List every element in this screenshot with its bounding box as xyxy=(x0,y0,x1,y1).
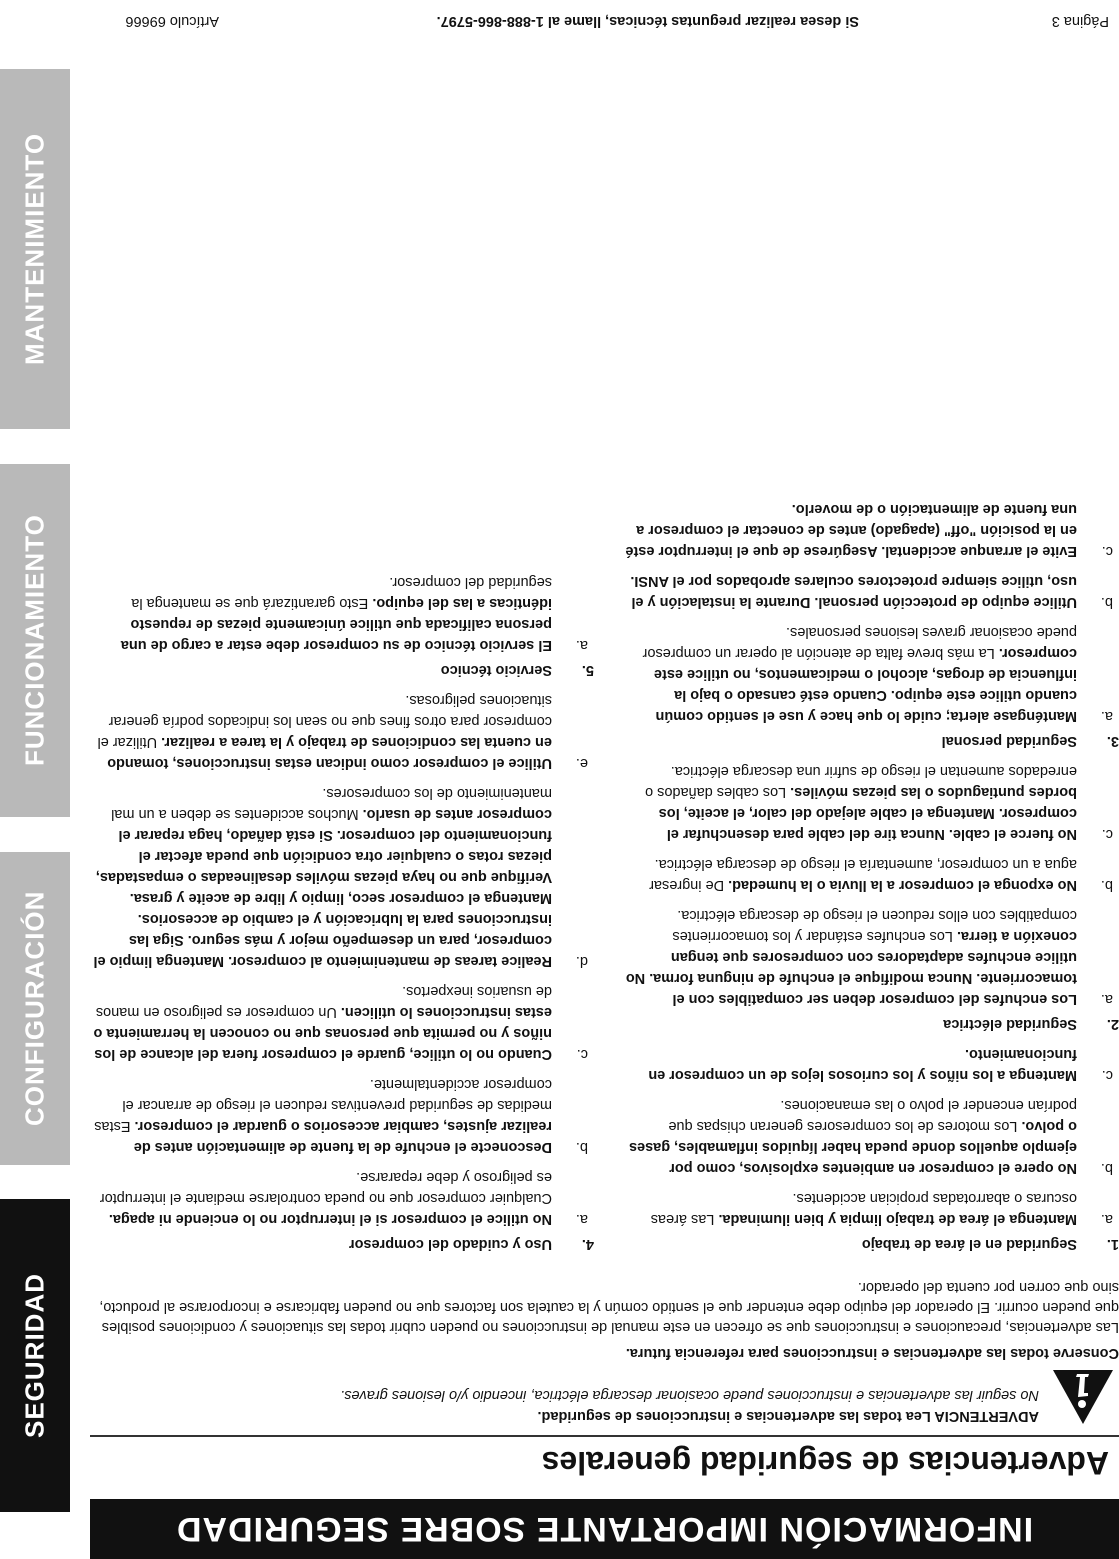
item-text: Los cables dañados o enredados aumentan el riesgo de sufrir una descarga eléctrica. xyxy=(645,763,1077,800)
tab-configuracion[interactable] xyxy=(0,852,70,1165)
section-title: Seguridad eléctrica xyxy=(943,1016,1077,1032)
tab-label: FUNCIONAMIENTO xyxy=(19,514,50,767)
keep-notice: Conserve todas las advertencias e instrucciones para referencia futura. xyxy=(625,1345,1119,1361)
list-item xyxy=(624,1187,1119,1229)
item-text: Los motores de los compresores generan chispas que podrían encender el polvo o las emanaciones. xyxy=(668,1097,1077,1134)
tab-label: SEGURIDAD xyxy=(19,1273,50,1439)
item-letter: b. xyxy=(1100,877,1113,893)
list-item xyxy=(89,782,594,971)
list-item xyxy=(89,1073,594,1157)
list-item xyxy=(624,621,1119,726)
item-bold: Utilice equipo de protección personal. Durante la instalación y el uso, utilice siempre protectores oculares aprobados por el ANSI. xyxy=(630,573,1077,610)
page-title: Advertencias de seguridad generales xyxy=(541,1445,1109,1481)
tab-seguridad[interactable] xyxy=(0,1199,70,1512)
intro-paragraph: Las advertencias, precauciones e instrucciones que se ofrecen en este manual de instrucciones no pueden cubrir todas las situaciones y condiciones posibles que pueden ocurrir. El operador del equipo debe entender que el sentido común y la cautela son factores que no pueden fabricarse e incorporarse al producto, sino que corren por cuenta del operador. xyxy=(99,1279,1119,1335)
item-bold: No fuerce el cable. Nunca tire del cable para desenchufar el compresor. Mantenga el cable alejado del calor, el aceite, los bordes puntiagudos o las piezas móviles. xyxy=(658,784,1077,842)
section-title: Seguridad en el área de trabajo xyxy=(861,1236,1077,1252)
banner-text: INFORMACIÓN IMPORTANTE SOBRE SEGURIDAD xyxy=(175,1510,1034,1549)
list-item xyxy=(89,571,594,655)
section-title: Uso y cuidado del compresor xyxy=(348,1236,552,1252)
section-use-care xyxy=(89,689,594,1254)
info-icon xyxy=(1051,1368,1115,1426)
list-item xyxy=(624,760,1119,844)
list-item xyxy=(624,904,1119,1009)
right-column xyxy=(89,562,594,1254)
item-text: La más breve falta de atención al operar un compresor puede ocasionar graves lesiones personales. xyxy=(642,624,1077,661)
item-letter: c. xyxy=(576,1046,588,1062)
list-item xyxy=(89,980,594,1064)
section-number: 2. xyxy=(1106,1016,1119,1032)
item-text: De ingresar agua a un compresor, aumentaría el riesgo de descarga eléctrica. xyxy=(649,856,1077,893)
item-letter: b. xyxy=(1100,1160,1113,1176)
warning-block xyxy=(89,1384,1039,1426)
item-letter: a. xyxy=(1100,991,1113,1007)
left-column xyxy=(624,489,1119,1254)
item-letter: e. xyxy=(575,755,588,771)
list-item xyxy=(624,1094,1119,1178)
item-text: Muchos accidentes se deben a un mal mantenimiento de los compresores. xyxy=(111,785,552,822)
item-bold: Mantenga el área de trabajo limpia y bien iluminada. xyxy=(718,1211,1077,1227)
item-bold: Los enchufes del compresor deben ser compatibles con el tomacorriente. Nunca modifique el enchufe de ninguna forma. No utilice enchufes adaptadores con compresores que tengan conexión a tierra. xyxy=(625,928,1077,1007)
item-bold: No exponga el compresor a la lluvia o la humedad. xyxy=(728,877,1077,893)
section-personal xyxy=(624,498,1119,751)
item-letter: d. xyxy=(575,953,588,969)
section-number: 5. xyxy=(581,662,594,678)
item-bold: Realice tareas de mantenimiento al compresor. Mantenga limpio el compresor, para un desempeño mejor y más seguro. Siga las instrucciones para la lubricación y el cambio de accesorios. Mantenga el compresor seco, limpio y libre de aceite y grasa. Verifique que no haya piezas móviles desalineadas o empastadas, piezas rotas o cualquier otra condición que pueda afectar el funcionamiento del compresor. Si está dañado, haga reparar el compresor antes de usarlo. xyxy=(93,806,552,969)
warning-title: ADVERTENCIA Lea todas las advertencias e instrucciones de seguridad. xyxy=(537,1408,1039,1424)
item-letter: b. xyxy=(575,1139,588,1155)
item-bold: Cuando no lo utilice, guarde el compresor fuera del alcance de los niños y no permita que personas que no conocen la herramienta o estas instrucciones lo utilicen. xyxy=(93,1004,552,1062)
item-bold: No opere el compresor en ambientes explosivos, como por ejemplo aquellos donde pueda haber líquidos inflamables, gases o polvo. xyxy=(629,1118,1077,1176)
list-item xyxy=(89,689,594,773)
item-bold: Utilice el compresor como indican estas instrucciones, tomando en cuenta las condiciones de trabajo y la tarea a realizar. xyxy=(107,734,552,771)
item-bold: Manténgase alerta; cuide lo que hace y use el sentido común cuando utilice este equipo. Cuando esté cansado o bajo la influencia de drogas, alcohol o medicamentos, no utilice este compresor. xyxy=(653,645,1077,724)
section-number: 3. xyxy=(1106,733,1119,749)
item-text: Las áreas oscuras o abarrotadas propician accidentes. xyxy=(650,1190,1077,1227)
page-number: Página 3 xyxy=(1051,13,1109,29)
item-text: Utilizar el compresor para otros fines que no sean los indicados podría generar situaciones peligrosas. xyxy=(97,692,552,750)
section-work-area xyxy=(624,1043,1119,1254)
section-service xyxy=(89,571,594,680)
item-bold: Mantenga a los niños y los curiosos lejos de un compresor en funcionamiento. xyxy=(648,1046,1077,1083)
list-item xyxy=(624,853,1119,895)
list-item xyxy=(624,1043,1119,1085)
item-text: Los enchufes estándar y los tomacorrientes compatibles con ellos reducen el riesgo de descarga eléctrica. xyxy=(672,907,1077,944)
item-letter: a. xyxy=(1100,1211,1113,1227)
safety-banner xyxy=(90,1499,1119,1559)
section-number: 4. xyxy=(581,1236,594,1252)
page-footer xyxy=(0,7,1119,29)
item-letter: a. xyxy=(1100,708,1113,724)
section-title: Servicio técnico xyxy=(440,662,552,678)
item-text: Cualquier compresor que no pueda controlarse mediante el interruptor es peligroso y debe repararse. xyxy=(99,1169,552,1206)
item-bold: Evite el arranque accidental. Asegúrese de que el interruptor esté en la posición "off" (apagado) antes de conectar el compresor a una fuente de alimentación o de moverlo. xyxy=(625,501,1077,559)
item-letter: c. xyxy=(1101,1067,1113,1083)
list-item xyxy=(89,1166,594,1229)
item-text: Estas medidas de seguridad preventivas reducen el riesgo de arrancar el compresor accidentalmente. xyxy=(94,1076,552,1134)
item-bold: Desconecte el enchufe de la fuente de alimentación antes de realizar ajustes, cambiar accesorios o guardar el compresor. xyxy=(133,1118,552,1155)
section-electrical xyxy=(624,760,1119,1034)
list-item xyxy=(624,570,1119,612)
section-title: Seguridad personal xyxy=(941,733,1077,749)
item-letter: a. xyxy=(575,637,588,653)
list-item xyxy=(624,498,1119,561)
support-phone: Si desea realizar preguntas técnicas, llame al 1-888-866-5797. xyxy=(436,13,859,29)
tab-label: MANTENIMIENTO xyxy=(19,132,50,366)
item-letter: c. xyxy=(1101,826,1113,842)
article-number: Artículo 69666 xyxy=(125,13,219,29)
tab-label: CONFIGURACIÓN xyxy=(19,890,50,1127)
item-letter: c. xyxy=(1101,543,1113,559)
item-bold: El servicio técnico de su compresor debe estar a cargo de una persona calificada que utilice únicamente piezas de repuesto idénticas a las del equipo. xyxy=(120,595,552,653)
item-bold: No utilice el compresor si el interruptor no lo enciende ni apaga. xyxy=(108,1211,552,1227)
item-letter: b. xyxy=(1100,594,1113,610)
warning-body: No seguir las advertencias e instrucciones puede ocasionar descarga eléctrica, incendio y/o lesiones graves. xyxy=(340,1387,1039,1403)
item-text: Un compresor es peligroso en manos de usuarios inexpertos. xyxy=(95,983,552,1020)
title-divider xyxy=(90,1435,1119,1437)
item-letter: a. xyxy=(575,1211,588,1227)
tab-mantenimiento[interactable] xyxy=(0,69,70,429)
section-number: 1. xyxy=(1106,1236,1119,1252)
item-text: Esto garantizará que se mantenga la seguridad del compresor. xyxy=(131,574,552,611)
side-tabs xyxy=(0,0,70,1512)
tab-funcionamiento[interactable] xyxy=(0,464,70,817)
